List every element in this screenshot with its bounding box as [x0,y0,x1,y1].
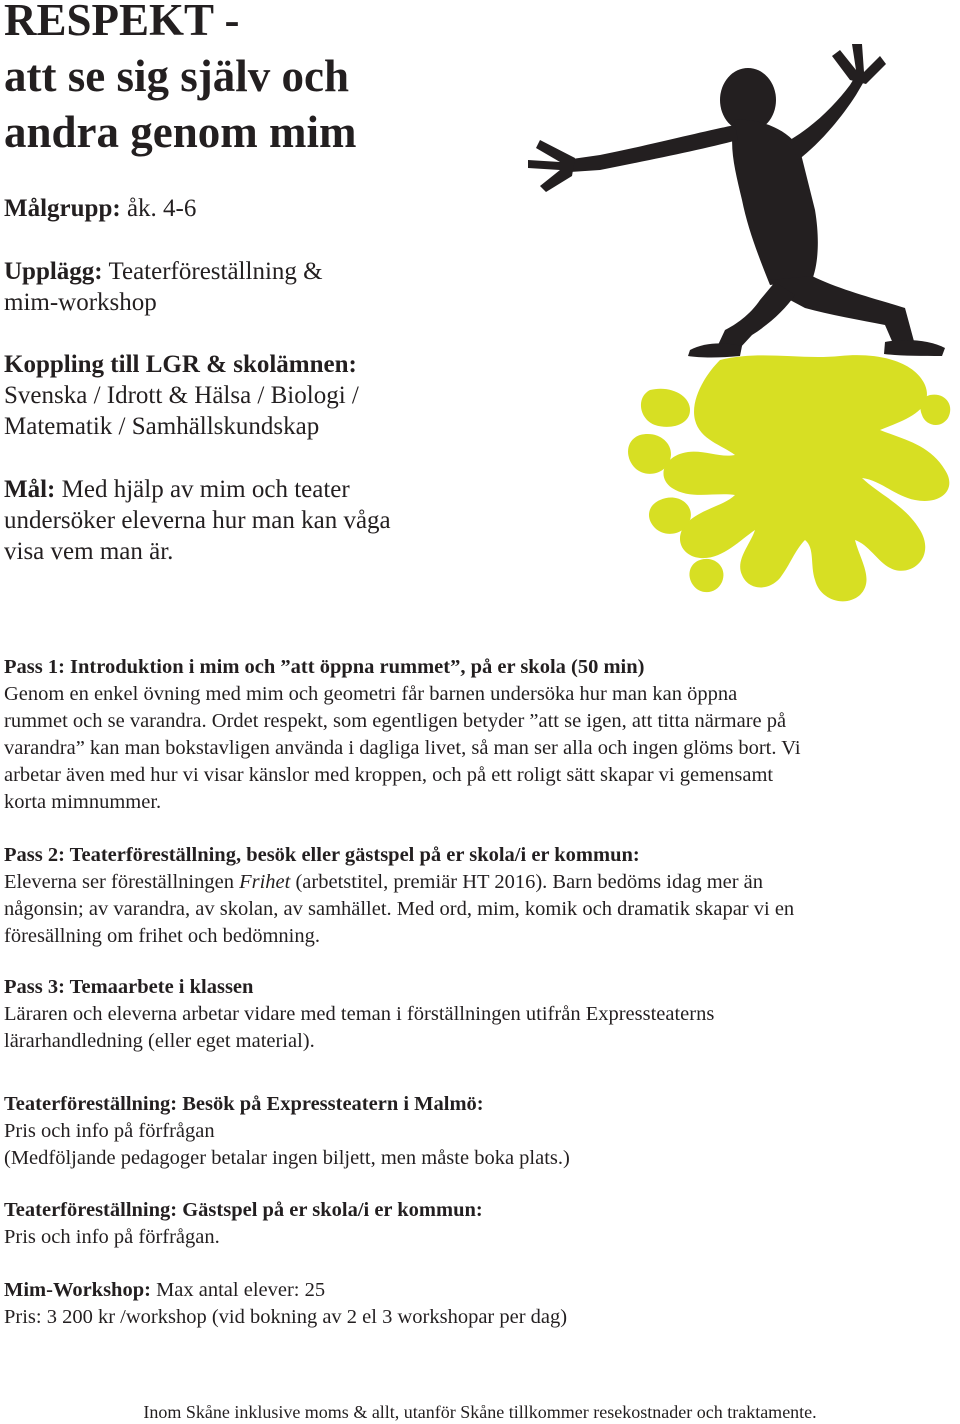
curriculum-block [4,349,524,442]
guest-heading: Teaterföreställning: Gästspel på er skola/i er kommun: [4,1199,483,1221]
performance-title: Frihet [239,871,291,893]
goal-value-2: undersöker eleverna hur man kan våga [4,507,391,534]
format-value-2: mim-workshop [4,289,157,316]
curriculum-value-1: Svenska / Idrott & Hälsa / Biologi / [4,382,359,409]
pass-1-section [4,654,956,816]
pass-3-section [4,974,956,1055]
pass-2-heading: Pass 2: Teaterföreställning, besök eller gästspel på er skola/i er kommun: [4,844,640,866]
visit-line: (Medföljande pedagoger betalar ingen biljett, men måste boka plats.) [4,1147,570,1169]
format-block [4,256,524,318]
title-line-1: RESPEKT - [4,0,240,45]
pass-1-line: Genom en enkel övning med mim och geometri får barnen undersöka hur man kan öppna [4,683,738,705]
workshop-price: Pris: 3 200 kr /workshop (vid bokning av 2 el 3 workshopar per dag) [4,1306,568,1328]
format-value-1: Teaterföreställning & [108,258,323,285]
pass-2-text: (arbetstitel, premiär HT 2016). Barn bedöms idag mer än [290,871,764,893]
visit-line: Pris och info på förfrågan [4,1120,215,1142]
footer-note: Inom Skåne inklusive moms & allt, utanför Skåne tillkommer resekostnader och traktamente. [143,1402,817,1422]
workshop-section [4,1277,956,1331]
pass-1-line: varandra” kan man bokstavligen använda i dagliga livet, så man ser alla och ingen glöms bort. Vi [4,737,801,759]
pass-3-heading: Pass 3: Temaarbete i klassen [4,976,254,998]
pass-3-line: Läraren och eleverna arbetar vidare med teman i förställningen utifrån Expressteaterns [4,1003,715,1025]
target-group-label: Målgrupp: [4,195,121,222]
pass-2-section [4,842,956,950]
pass-2-line: föresällning om frihet och bedömning. [4,925,320,947]
pass-1-line: rummet och se varandra. Ordet respekt, som egentligen betyder ”att se igen, att titta närmare på [4,710,787,732]
goal-label: Mål: [4,476,56,503]
yellow-splash-shape [628,355,950,601]
pass-1-line: korta mimnummer. [4,791,162,813]
guest-line: Pris och info på förfrågan. [4,1226,220,1248]
title-line-3: andra genom mim [4,107,357,157]
format-label: Upplägg: [4,258,103,285]
workshop-label: Mim-Workshop: [4,1279,151,1301]
mime-figure-illustration [520,30,960,620]
goal-value-1: Med hjälp av mim och teater [61,476,350,503]
black-figure-shape [528,44,945,358]
workshop-value: Max antal elever: 25 [156,1279,326,1301]
pass-2-text: Eleverna ser föreställningen [4,871,240,893]
pass-1-line: arbetar även med hur vi visar känslor med kroppen, och på ett roligt sätt skapar vi gemensamt [4,764,774,786]
goal-block [4,474,524,567]
target-group-value: åk. 4-6 [126,195,197,222]
target-group [4,193,524,224]
pass-1-heading: Pass 1: Introduktion i mim och ”att öppna rummet”, på er skola (50 min) [4,656,645,678]
curriculum-value-2: Matematik / Samhällskundskap [4,413,320,440]
pass-3-line: lärarhandledning (eller eget material). [4,1030,315,1052]
pass-2-line: någonsin; av varandra, av skolan, av samhället. Med ord, mim, komik och dramatik skapar vi en [4,898,795,920]
title-line-2: att se sig själv och [4,51,349,101]
page-title [4,0,524,160]
visit-section [4,1091,956,1172]
visit-heading: Teaterföreställning: Besök på Expressteatern i Malmö: [4,1093,484,1115]
guest-section [4,1197,956,1251]
goal-value-3: visa vem man är. [4,538,174,565]
curriculum-label: Koppling till LGR & skolämnen: [4,351,357,378]
